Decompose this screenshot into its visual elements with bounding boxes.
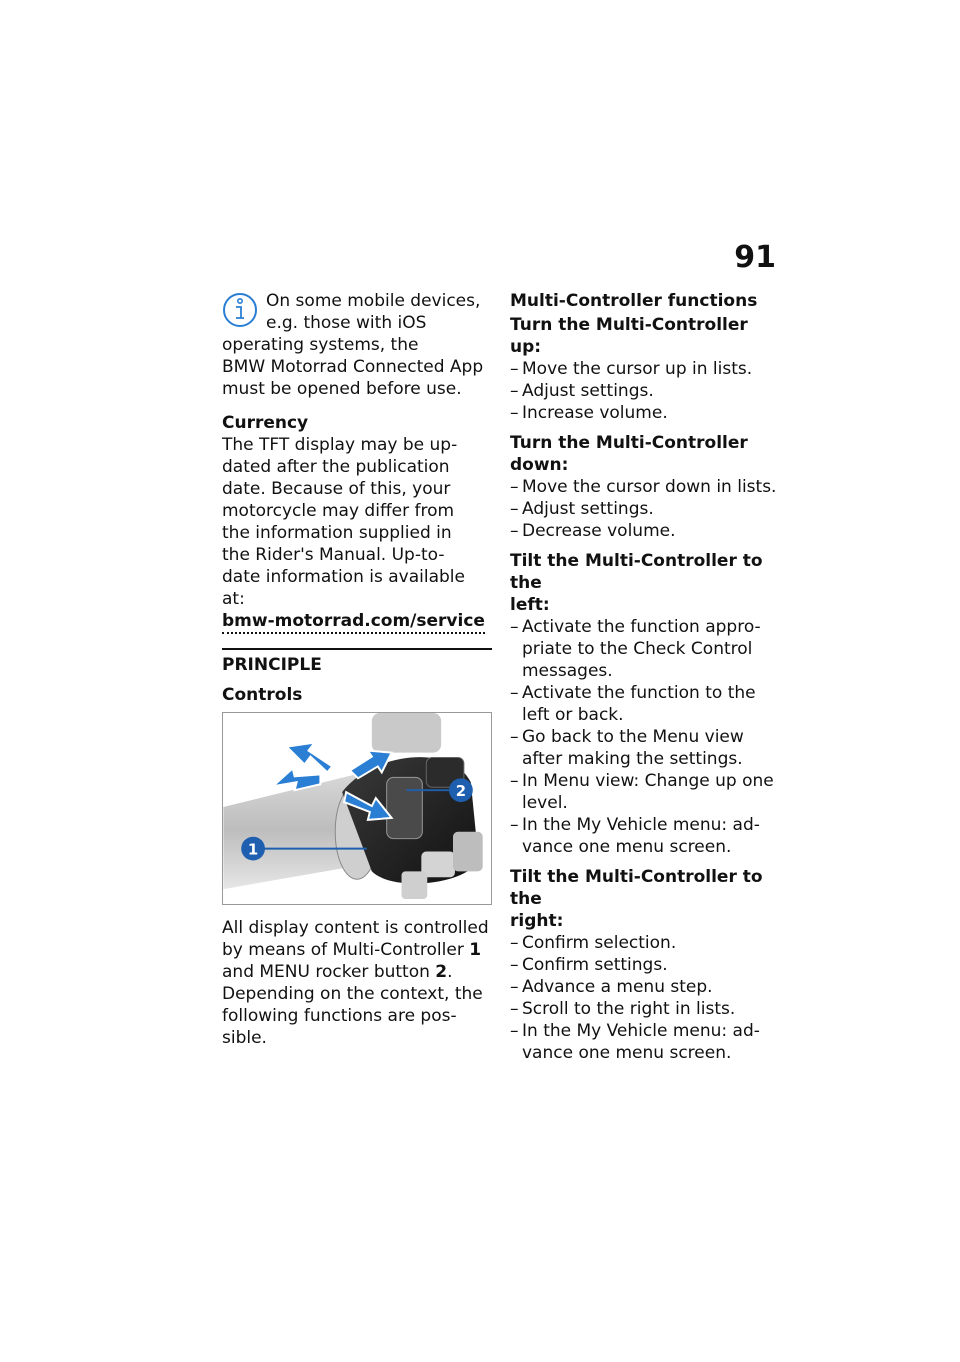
right-column xyxy=(510,290,780,1072)
currency-heading: Currency xyxy=(222,413,309,433)
list-item-line: – Move the cursor up in lists. xyxy=(522,359,753,379)
list-item xyxy=(510,498,780,520)
list-item-line: after making the settings. xyxy=(522,749,743,769)
list-item-line: – Go back to the Menu view xyxy=(522,727,744,747)
list-item xyxy=(510,932,780,954)
function-list xyxy=(510,476,780,542)
list-item-line: – Confirm settings. xyxy=(522,955,668,975)
info-icon xyxy=(222,292,258,328)
function-heading-line: Turn the Multi-Controller up: xyxy=(510,315,748,357)
list-item xyxy=(510,380,780,402)
list-item-line: – Activate the function appro- xyxy=(522,617,761,637)
list-item xyxy=(510,520,780,542)
list-item xyxy=(510,682,780,726)
function-heading-line: right: xyxy=(510,911,564,931)
page-number: 91 xyxy=(734,240,776,275)
body-line: and MENU rocker button 2. xyxy=(222,962,453,982)
list-item-line: priate to the Check Control xyxy=(522,639,753,659)
list-item-line: – Adjust settings. xyxy=(522,381,654,401)
currency-line: the information supplied in xyxy=(222,523,452,543)
function-heading xyxy=(510,866,780,932)
note-line: operating systems, the xyxy=(222,335,419,355)
list-item-line: – Scroll to the right in lists. xyxy=(522,999,736,1019)
currency-line: motorcycle may differ from xyxy=(222,501,455,521)
body-line: All display content is controlled xyxy=(222,918,489,938)
function-heading-line: Turn the Multi-Controller xyxy=(510,433,748,453)
handlebar-controls-figure xyxy=(222,712,492,905)
function-sections xyxy=(510,314,780,1064)
list-item-line: – Confirm selection. xyxy=(522,933,677,953)
list-item-line: level. xyxy=(522,793,568,813)
list-item xyxy=(510,1020,780,1064)
currency-line: date. Because of this, your xyxy=(222,479,451,499)
controls-heading: Controls xyxy=(222,685,303,705)
note-line: On some mobile devices, xyxy=(266,291,481,311)
list-item-line: messages. xyxy=(522,661,613,681)
note-line: must be opened before use. xyxy=(222,379,462,399)
function-heading-line: Tilt the Multi-Controller to the xyxy=(510,867,763,909)
list-item xyxy=(510,726,780,770)
body-line: Depending on the context, the xyxy=(222,984,483,1004)
controls-description xyxy=(222,917,492,1049)
left-column xyxy=(222,290,492,1049)
body-line: sible. xyxy=(222,1028,267,1048)
list-item-line: – Adjust settings. xyxy=(522,499,654,519)
list-item-line: – Move the cursor down in lists. xyxy=(522,477,777,497)
currency-text xyxy=(222,434,492,610)
currency-line: The TFT display may be up- xyxy=(222,435,458,455)
list-item-line: – Advance a menu step. xyxy=(522,977,713,997)
list-item-line: – In the My Vehicle menu: ad- xyxy=(522,815,760,835)
function-list xyxy=(510,358,780,424)
function-heading xyxy=(510,550,780,616)
list-item xyxy=(510,998,780,1020)
service-link[interactable]: bmw-motorrad.com/service xyxy=(222,611,485,634)
function-heading-line: Tilt the Multi-Controller to the xyxy=(510,551,763,593)
currency-line: date information is available at: xyxy=(222,567,465,609)
list-item-line: vance one menu screen. xyxy=(522,837,732,857)
functions-title: Multi-Controller functions xyxy=(510,291,758,311)
body-line: following functions are pos- xyxy=(222,1006,457,1026)
list-item xyxy=(510,476,780,498)
currency-line: dated after the publication xyxy=(222,457,450,477)
callout-1: 1 xyxy=(247,841,259,859)
function-list xyxy=(510,932,780,1064)
list-item xyxy=(510,814,780,858)
list-item xyxy=(510,358,780,380)
note-line: BMW Motorrad Connected App xyxy=(222,357,484,377)
list-item-line: – Decrease volume. xyxy=(522,521,676,541)
note-line: e.g. those with iOS xyxy=(266,313,427,333)
list-item xyxy=(510,616,780,682)
list-item-line: – In the My Vehicle menu: ad- xyxy=(522,1021,760,1041)
principle-heading: PRINCIPLE xyxy=(222,655,322,675)
function-heading xyxy=(510,432,780,476)
list-item-line: left or back. xyxy=(522,705,624,725)
section-divider xyxy=(222,648,492,650)
list-item-line: – Increase volume. xyxy=(522,403,668,423)
list-item-line: vance one menu screen. xyxy=(522,1043,732,1063)
function-list xyxy=(510,616,780,858)
list-item-line: – Activate the function to the xyxy=(522,683,756,703)
currency-line: the Rider's Manual. Up-to- xyxy=(222,545,445,565)
body-line: by means of Multi-Controller 1 xyxy=(222,940,482,960)
list-item xyxy=(510,770,780,814)
callout-2: 2 xyxy=(455,783,467,801)
list-item xyxy=(510,402,780,424)
function-heading-line: left: xyxy=(510,595,550,615)
info-note xyxy=(222,290,492,400)
list-item xyxy=(510,976,780,998)
function-heading xyxy=(510,314,780,358)
list-item-line: – In Menu view: Change up one xyxy=(522,771,774,791)
list-item xyxy=(510,954,780,976)
function-heading-line: down: xyxy=(510,455,569,475)
